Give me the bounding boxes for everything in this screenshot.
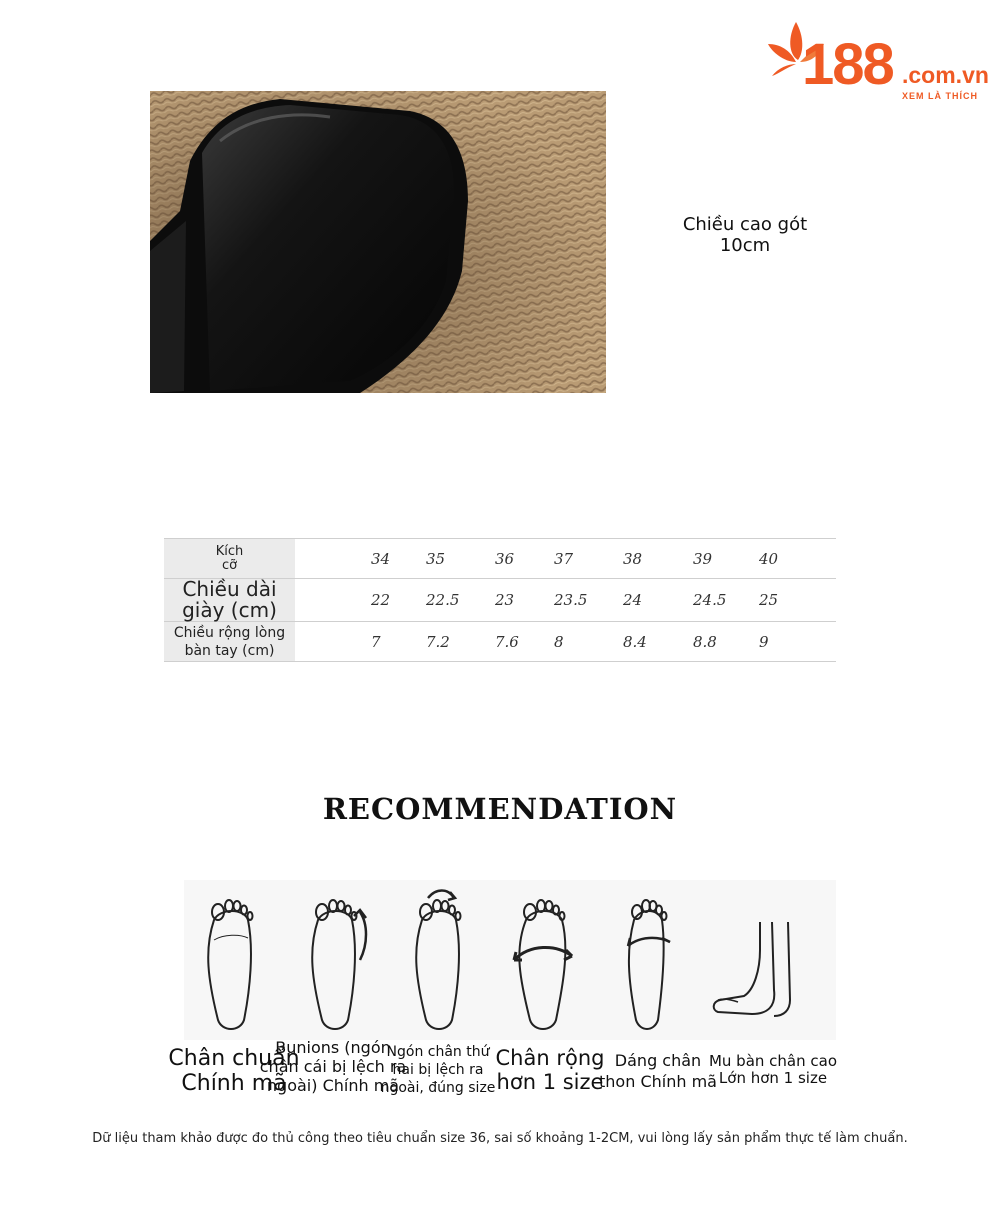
- product-photo: [150, 91, 606, 393]
- row-header-length: Chiều dài giày (cm): [164, 579, 295, 622]
- table-cell: 22: [371, 579, 426, 622]
- size-row: [164, 539, 836, 579]
- caption-wide-foot: Chân rộng hơn 1 size: [495, 1046, 605, 1094]
- table-cell: 35: [426, 539, 495, 579]
- table-cell: 36: [495, 539, 554, 579]
- logo-number: 188: [802, 32, 893, 97]
- caption-bunions: Bunions (ngón chân cái bị lệch ra ngoài) Chính mã: [259, 1038, 407, 1095]
- size-chart-table: [164, 538, 836, 662]
- recommendation-title: RECOMMENDATION: [322, 792, 678, 826]
- table-cell: 22.5: [426, 579, 495, 622]
- caption-high-instep: Mu bàn chân cao Lớn hơn 1 size: [708, 1052, 838, 1087]
- heel-height-label: Chiều cao gót 10cm: [682, 214, 808, 256]
- table-cell: 24: [623, 579, 693, 622]
- table-cell: 7.2: [426, 622, 495, 662]
- table-cell: 23: [495, 579, 554, 622]
- table-cell: 9: [759, 622, 836, 662]
- table-cell: 40: [759, 539, 836, 579]
- table-cell: 8: [554, 622, 623, 662]
- brand-logo[interactable]: [766, 18, 992, 108]
- foot-type-illustrations: [184, 880, 836, 1040]
- table-cell: 38: [623, 539, 693, 579]
- row-header-width: Chiều rộng lòng bàn tay (cm): [164, 622, 295, 662]
- table-cell: 23.5: [554, 579, 623, 622]
- table-cell: 39: [693, 539, 759, 579]
- logo-slogan: XEM LÀ THÍCH: [902, 91, 978, 101]
- caption-slim-foot: Dáng chân thon Chính mã: [599, 1051, 717, 1091]
- length-row: [164, 579, 836, 622]
- width-row: [164, 622, 836, 662]
- row-header-size: Kích cỡ: [164, 539, 295, 579]
- table-cell: 7: [371, 622, 426, 662]
- table-cell: 34: [371, 539, 426, 579]
- table-cell: 8.4: [623, 622, 693, 662]
- caption-second-toe: Ngón chân thứ hai bị lệch ra ngoài, đúng size: [380, 1044, 496, 1096]
- table-cell: 24.5: [693, 579, 759, 622]
- caption-normal-foot: Chân chuẩn Chính mã: [168, 1046, 300, 1096]
- logo-domain: .com.vn: [902, 62, 989, 88]
- table-cell: 7.6: [495, 622, 554, 662]
- table-cell: 25: [759, 579, 836, 622]
- table-cell: 37: [554, 539, 623, 579]
- footnote: Dữ liệu tham khảo được đo thủ công theo tiêu chuẩn size 36, sai số khoảng 1-2CM, vui lòng lấy sản phẩm thực tế làm chuẩn.: [92, 1131, 908, 1146]
- table-cell: 8.8: [693, 622, 759, 662]
